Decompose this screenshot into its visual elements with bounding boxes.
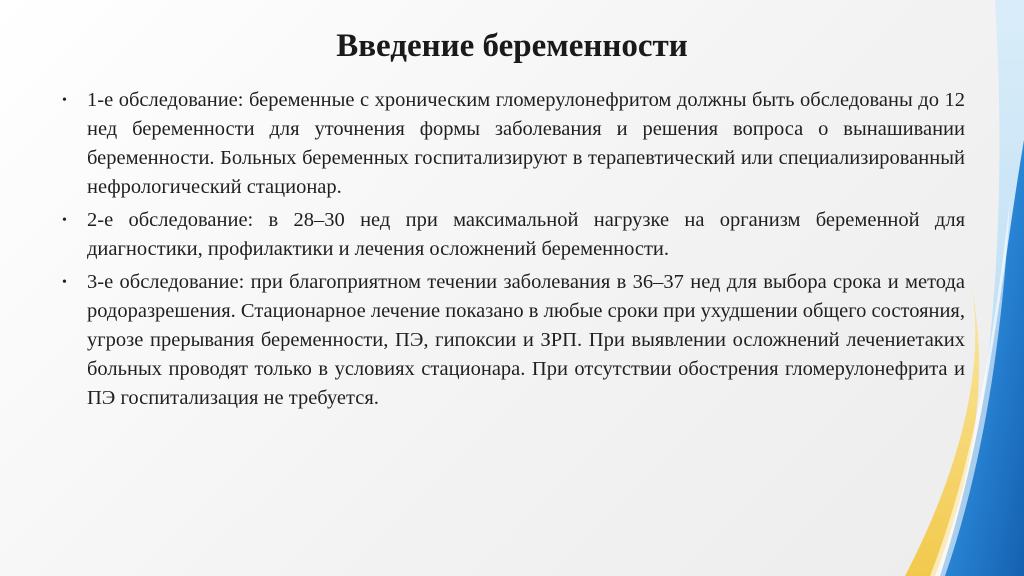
bullet-item bbox=[62, 86, 965, 202]
slide-title: Введение беременности bbox=[336, 28, 688, 64]
bullet-text: 1-е обследование: беременные с хроническим гломерулонефритом должны быть обследованы до 12 нед беременности для уточнения формы заболевания и решения вопроса о вынашивании беременности. Больных беременных госпитализируют в терапевтический или специализированный нефрологический стационар. bbox=[87, 89, 965, 198]
bullet-marker: • bbox=[62, 93, 67, 108]
bullet-list bbox=[62, 86, 965, 417]
bullet-item bbox=[62, 268, 965, 413]
bullet-text: 3-е обследование: при благоприятном течении заболевания в 36–37 нед для выбора срока и метода родоразрешения. Стационарное лечение показано в любые сроки при ухудшении общего состояния, угрозе прерывания беременности, ПЭ, гипоксии и ЗРП. При выявлении осложнений лечениетаких больных проводят только в условиях стационара. При отсутствии обострения гломерулонефрита и ПЭ госпитализация не требуется. bbox=[87, 271, 965, 409]
bullet-text: 2-е обследование: в 28–30 нед при максимальной нагрузке на организм беременной для диагностики, профилактики и лечения осложнений беременности. bbox=[87, 209, 965, 260]
bullet-marker: • bbox=[62, 213, 67, 228]
bullet-marker: • bbox=[62, 275, 67, 290]
bullet-item bbox=[62, 206, 965, 264]
